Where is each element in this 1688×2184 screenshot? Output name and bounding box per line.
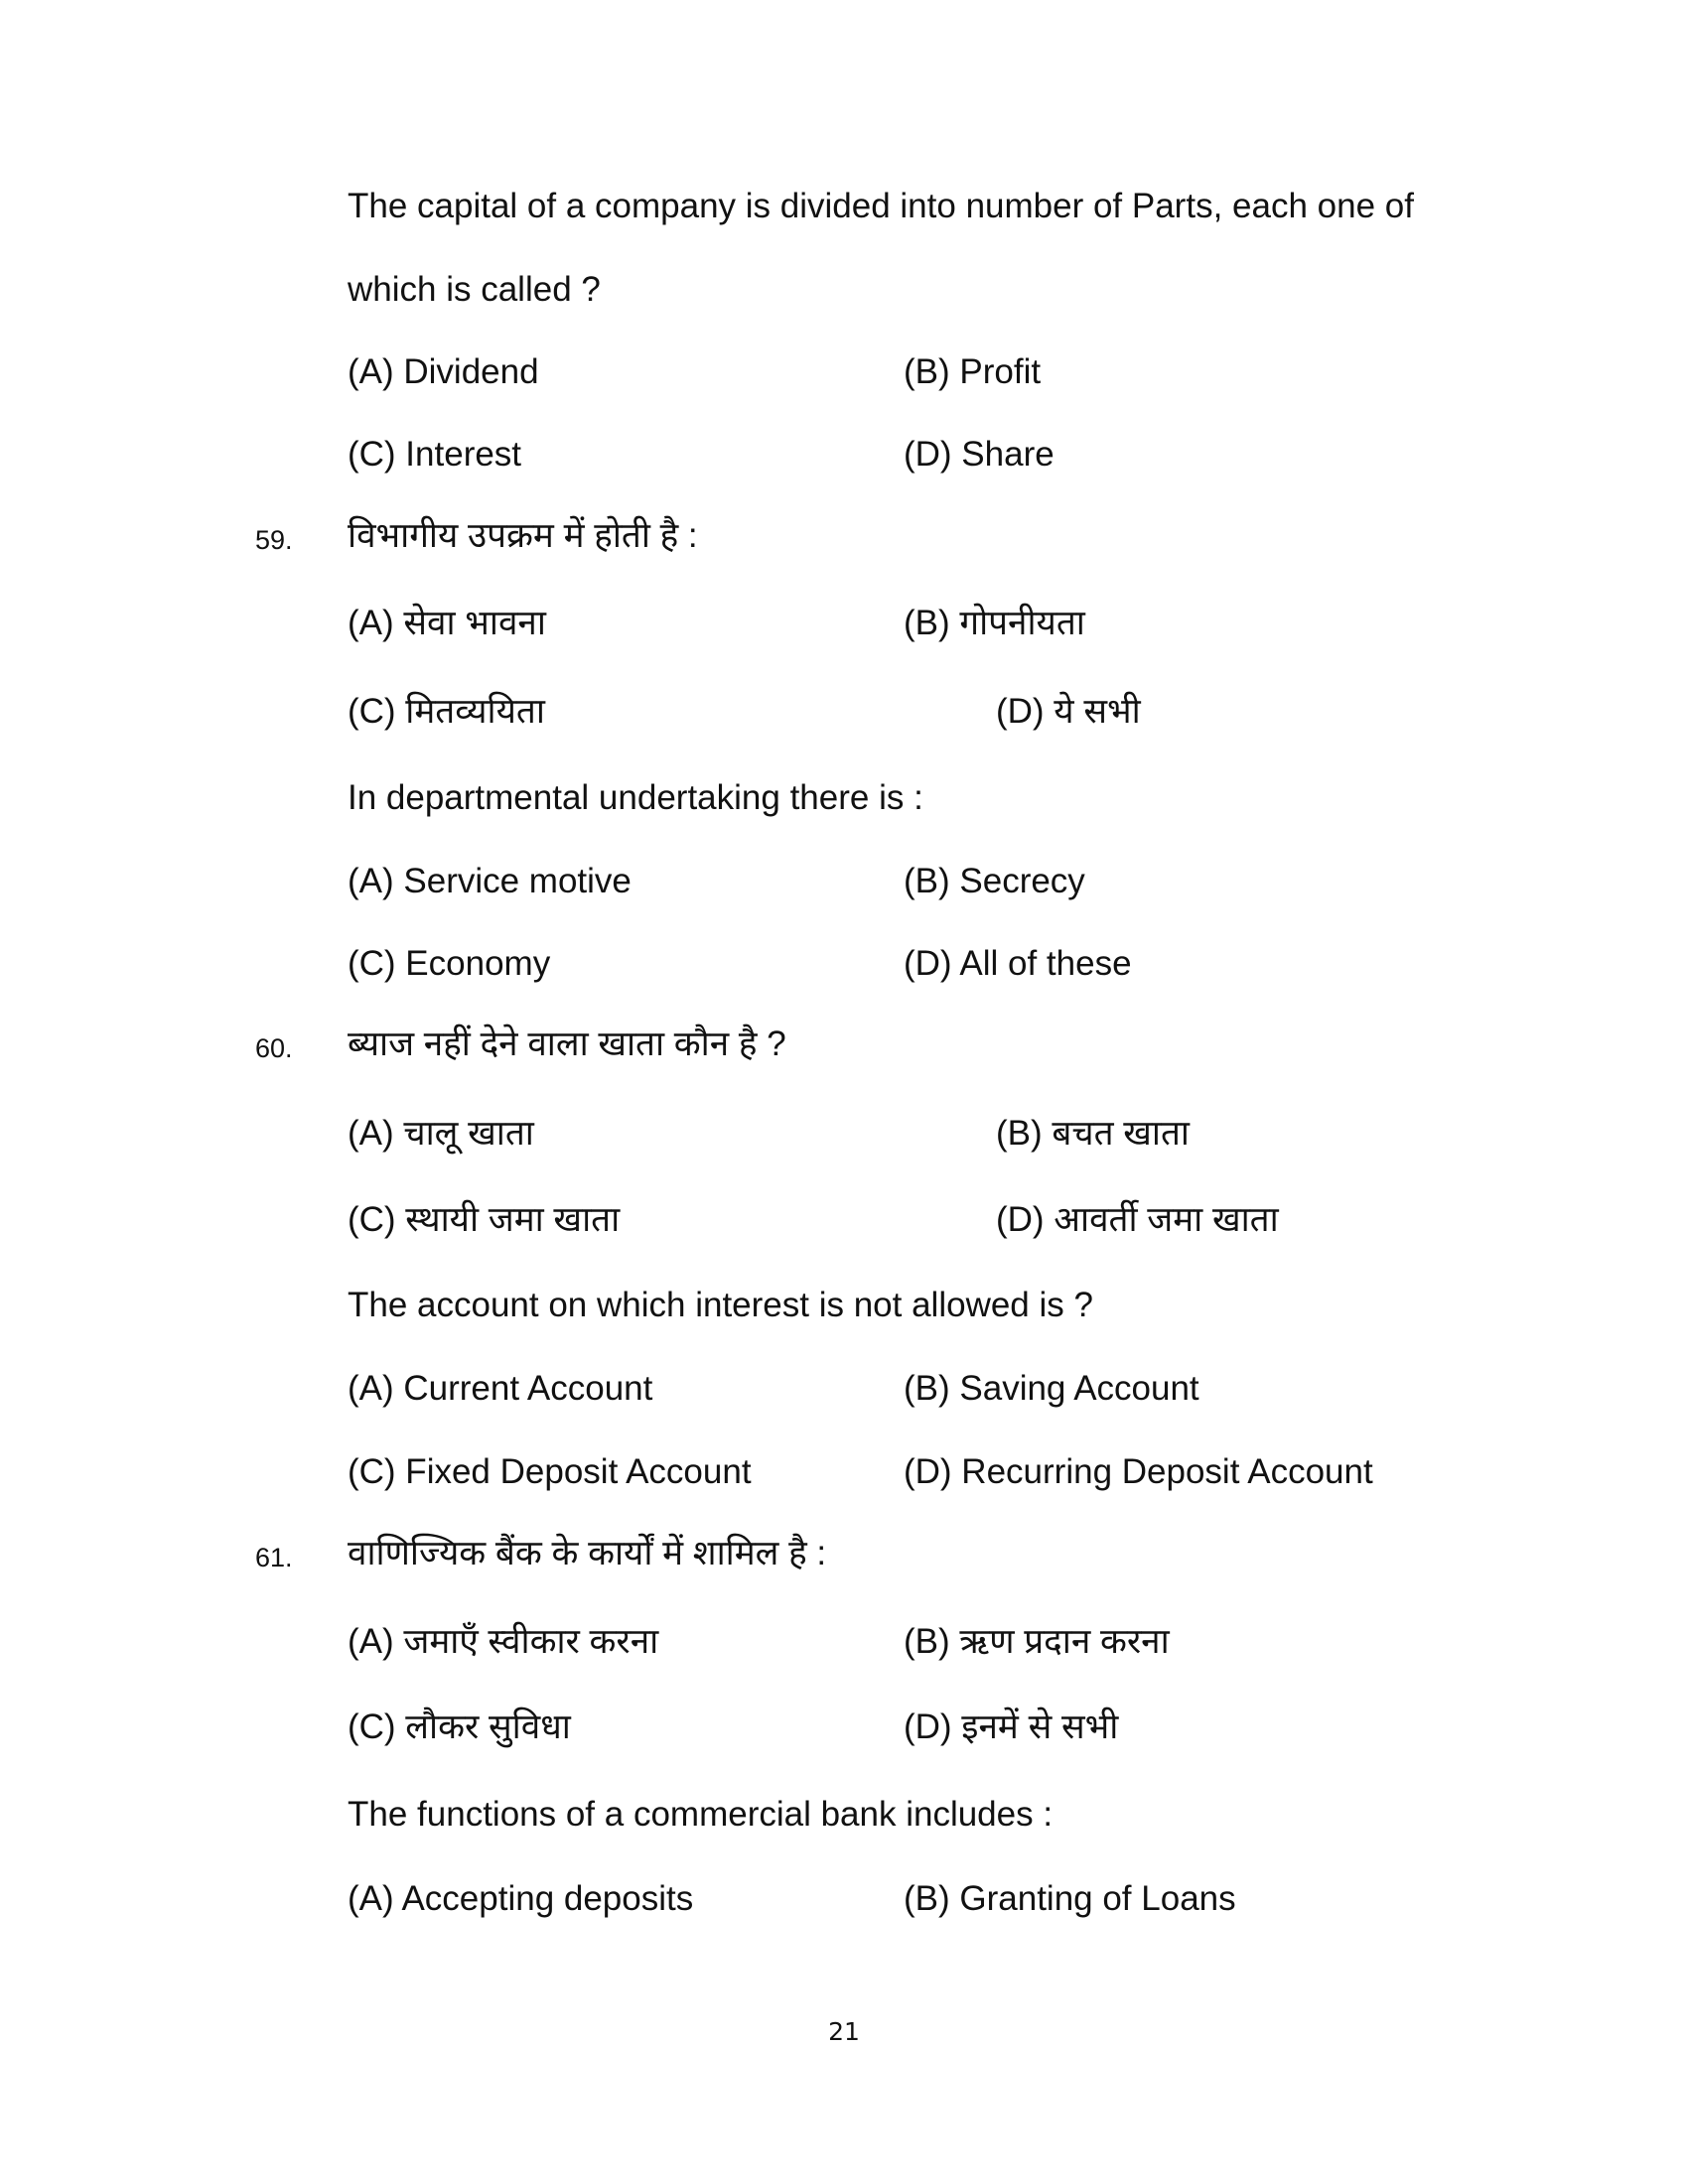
q61-hi-option-c: (C) लौकर सुविधा <box>348 1707 571 1746</box>
q58-option-b: (B) Profit <box>904 352 1042 391</box>
q60-hi-option-a: (A) चालू खाता <box>348 1114 534 1153</box>
q60-hi-question: ब्याज नहीं देने वाला खाता कौन है ? <box>348 1024 786 1063</box>
q59-number: 59. <box>255 525 293 555</box>
q60-en-option-a: (A) Current Account <box>348 1369 653 1408</box>
q60-en-option-c: (C) Fixed Deposit Account <box>348 1452 752 1491</box>
q59-hi-option-a: (A) सेवा भावना <box>348 604 546 642</box>
q60-hi-option-b: (B) बचत खाता <box>996 1114 1190 1153</box>
q59-hi-option-d: (D) ये सभी <box>996 692 1141 731</box>
q59-en-option-a: (A) Service motive <box>348 862 632 900</box>
q59-hi-option-c: (C) मितव्ययिता <box>348 692 545 731</box>
q59-hi-option-b: (B) गोपनीयता <box>904 604 1085 642</box>
page-number: 21 <box>828 2017 860 2046</box>
q61-en-option-a: (A) Accepting deposits <box>348 1879 694 1918</box>
q58-option-c: (C) Interest <box>348 435 522 474</box>
q59-en-option-b: (B) Secrecy <box>904 862 1085 900</box>
q60-en-option-d: (D) Recurring Deposit Account <box>904 1452 1373 1491</box>
q59-en-question: In departmental undertaking there is : <box>348 778 923 817</box>
q59-en-option-c: (C) Economy <box>348 944 551 983</box>
q58-option-a: (A) Dividend <box>348 352 539 391</box>
q60-en-option-b: (B) Saving Account <box>904 1369 1199 1408</box>
q59-en-option-d: (D) All of these <box>904 944 1132 983</box>
q61-en-option-b: (B) Granting of Loans <box>904 1879 1236 1918</box>
q61-number: 61. <box>255 1543 293 1572</box>
q60-hi-option-c: (C) स्थायी जमा खाता <box>348 1200 621 1239</box>
q61-hi-option-b: (B) ऋण प्रदान करना <box>904 1622 1170 1661</box>
q59-hi-question: विभागीय उपक्रम में होती है : <box>348 516 698 555</box>
q58-question-line1: The capital of a company is divided into number of Parts, each one of <box>348 187 1414 225</box>
q60-hi-option-d: (D) आवर्ती जमा खाता <box>996 1200 1279 1239</box>
q60-en-question: The account on which interest is not allowed is ? <box>348 1286 1093 1324</box>
q61-hi-question: वाणिज्यिक बैंक के कार्यों में शामिल है : <box>348 1534 827 1572</box>
q61-en-question: The functions of a commercial bank includes : <box>348 1795 1054 1834</box>
q58-question-line2: which is called ? <box>348 270 601 309</box>
q61-hi-option-d: (D) इनमें से सभी <box>904 1707 1119 1746</box>
q60-number: 60. <box>255 1033 293 1063</box>
q58-option-d: (D) Share <box>904 435 1055 474</box>
q61-hi-option-a: (A) जमाएँ स्वीकार करना <box>348 1622 659 1661</box>
